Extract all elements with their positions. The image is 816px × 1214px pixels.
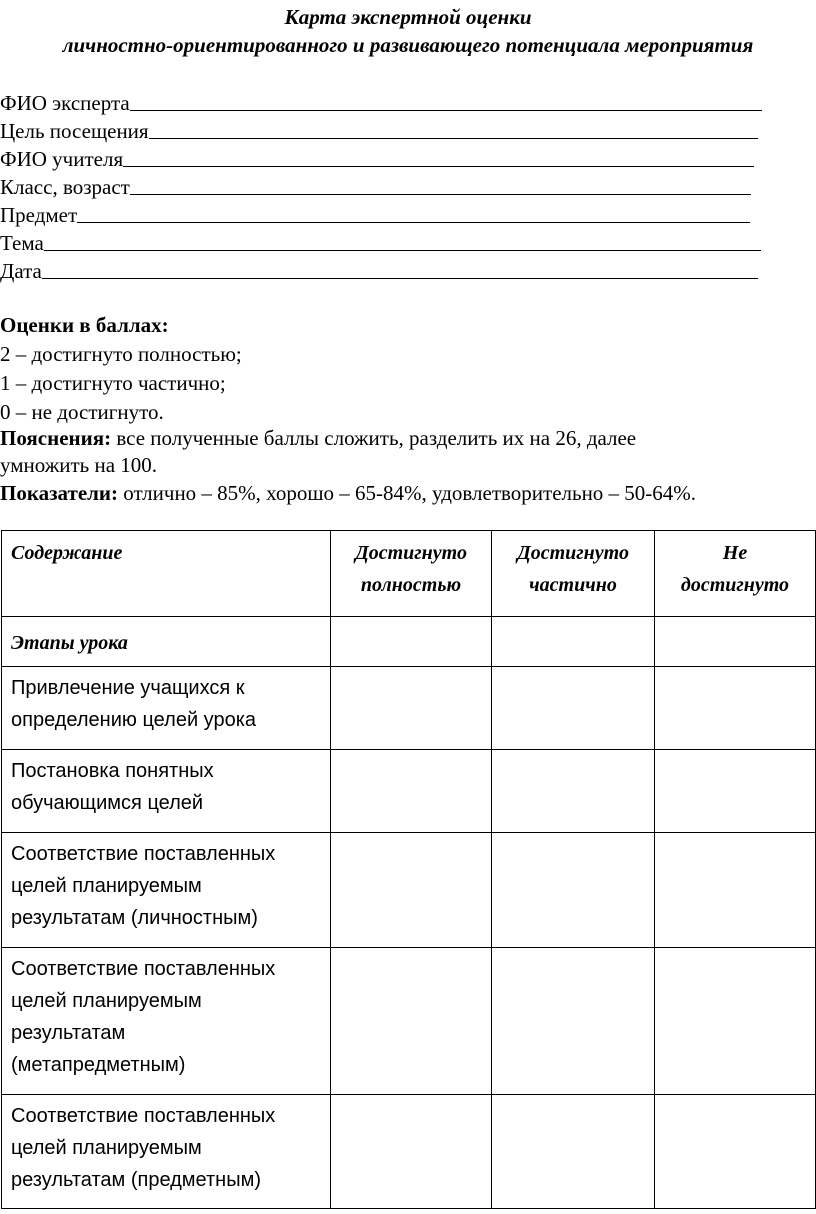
score-cell[interactable] [492,617,655,667]
table-row [2,948,816,1095]
table-header-row [2,531,816,617]
header-content-text: Содержание [11,542,123,564]
score-cell[interactable] [492,750,655,833]
header-text: достигнуто [680,574,790,596]
fill-line[interactable] [149,120,758,139]
scoring-item: 1 – достигнуто частично; [0,371,226,395]
field-label: Предмет [0,203,78,227]
explanation-label: Пояснения: [0,426,112,450]
field-label: Дата [0,259,42,283]
section-row [2,617,816,667]
table-row [2,833,816,948]
criterion-line: целей планируемым [11,1137,202,1159]
fill-line[interactable] [77,204,750,223]
header-achieved-fully [331,531,492,617]
field-label: Цель посещения [0,119,149,143]
criterion-line: Привлечение учащихся к [11,677,245,699]
criterion-line: результатам (предметным) [11,1169,261,1191]
table-row [2,667,816,750]
header-content [2,531,331,617]
section-label [2,617,331,667]
scoring-heading-text: Оценки в баллах: [0,313,169,337]
evaluation-table [1,530,816,1209]
table-row [2,1095,816,1209]
field-subject [0,200,750,228]
field-teacher-name [0,144,754,172]
field-label: Тема [0,231,44,255]
header-text: Достигнуто [355,542,467,564]
score-cell[interactable] [655,750,816,833]
field-topic [0,228,761,256]
criterion-line: (метапредметным) [11,1054,186,1076]
field-label: ФИО учителя [0,147,124,171]
score-cell[interactable] [331,750,492,833]
header-text: Достигнуто [517,542,629,564]
table-row [2,750,816,833]
section-label-text: Этапы урока [11,632,128,654]
indicators-label: Показатели: [0,481,119,505]
header-text: частично [529,574,617,596]
criterion-cell [2,833,331,948]
criterion-cell [2,948,331,1095]
fill-line[interactable] [123,148,754,167]
criterion-line: результатам (личностным) [11,907,258,929]
criterion-line: обучающимся целей [11,792,204,814]
explanation-line-2: умножить на 100. [0,453,158,477]
criterion-line: Постановка понятных [11,760,214,782]
criterion-line: Соответствие поставленных [11,958,276,980]
scoring-item: 0 – не достигнуто. [0,400,164,424]
score-cell[interactable] [331,948,492,1095]
criterion-cell [2,750,331,833]
score-cell[interactable] [655,833,816,948]
criterion-cell [2,1095,331,1209]
score-cell[interactable] [655,617,816,667]
score-cell[interactable] [331,667,492,750]
field-label: Класс, возраст [0,175,130,199]
criterion-line: определению целей урока [11,709,256,731]
field-date [0,256,758,284]
explanation-line [0,424,814,453]
criterion-cell [2,667,331,750]
score-cell[interactable] [492,948,655,1095]
score-cell[interactable] [492,667,655,750]
document-subtitle: личностно-ориентированного и развивающего потенциала мероприятия [62,33,754,57]
header-not-achieved [655,531,816,617]
fill-line[interactable] [130,92,762,111]
indicators-text: отлично – 85%, хорошо – 65-84%, удовлетворительно – 50-64%. [118,481,697,505]
score-cell[interactable] [492,833,655,948]
score-cell[interactable] [655,948,816,1095]
fill-line[interactable] [130,176,751,195]
header-text: Не [722,542,748,564]
field-expert-name [0,88,762,116]
header-achieved-partially [492,531,655,617]
score-cell[interactable] [331,617,492,667]
criterion-line: Соответствие поставленных [11,843,276,865]
field-label: ФИО эксперта [0,91,130,115]
score-cell[interactable] [492,1095,655,1209]
scoring-item: 2 – достигнуто полностью; [0,342,242,366]
document-title: Карта экспертной оценки [284,5,532,29]
explanation-text: все полученные баллы сложить, разделить их на 26, далее [111,426,637,450]
scoring-heading [0,311,814,340]
indicators-line [0,479,814,508]
fill-line[interactable] [42,260,758,279]
score-cell[interactable] [331,833,492,948]
field-visit-purpose [0,116,758,144]
criterion-line: Соответствие поставленных [11,1105,276,1127]
fill-line[interactable] [44,232,761,251]
score-cell[interactable] [655,667,816,750]
header-text: полностью [360,574,462,596]
criterion-line: целей планируемым [11,990,202,1012]
score-cell[interactable] [331,1095,492,1209]
score-cell[interactable] [655,1095,816,1209]
field-class-age [0,172,751,200]
criterion-line: целей планируемым [11,875,202,897]
criterion-line: результатам [11,1022,126,1044]
